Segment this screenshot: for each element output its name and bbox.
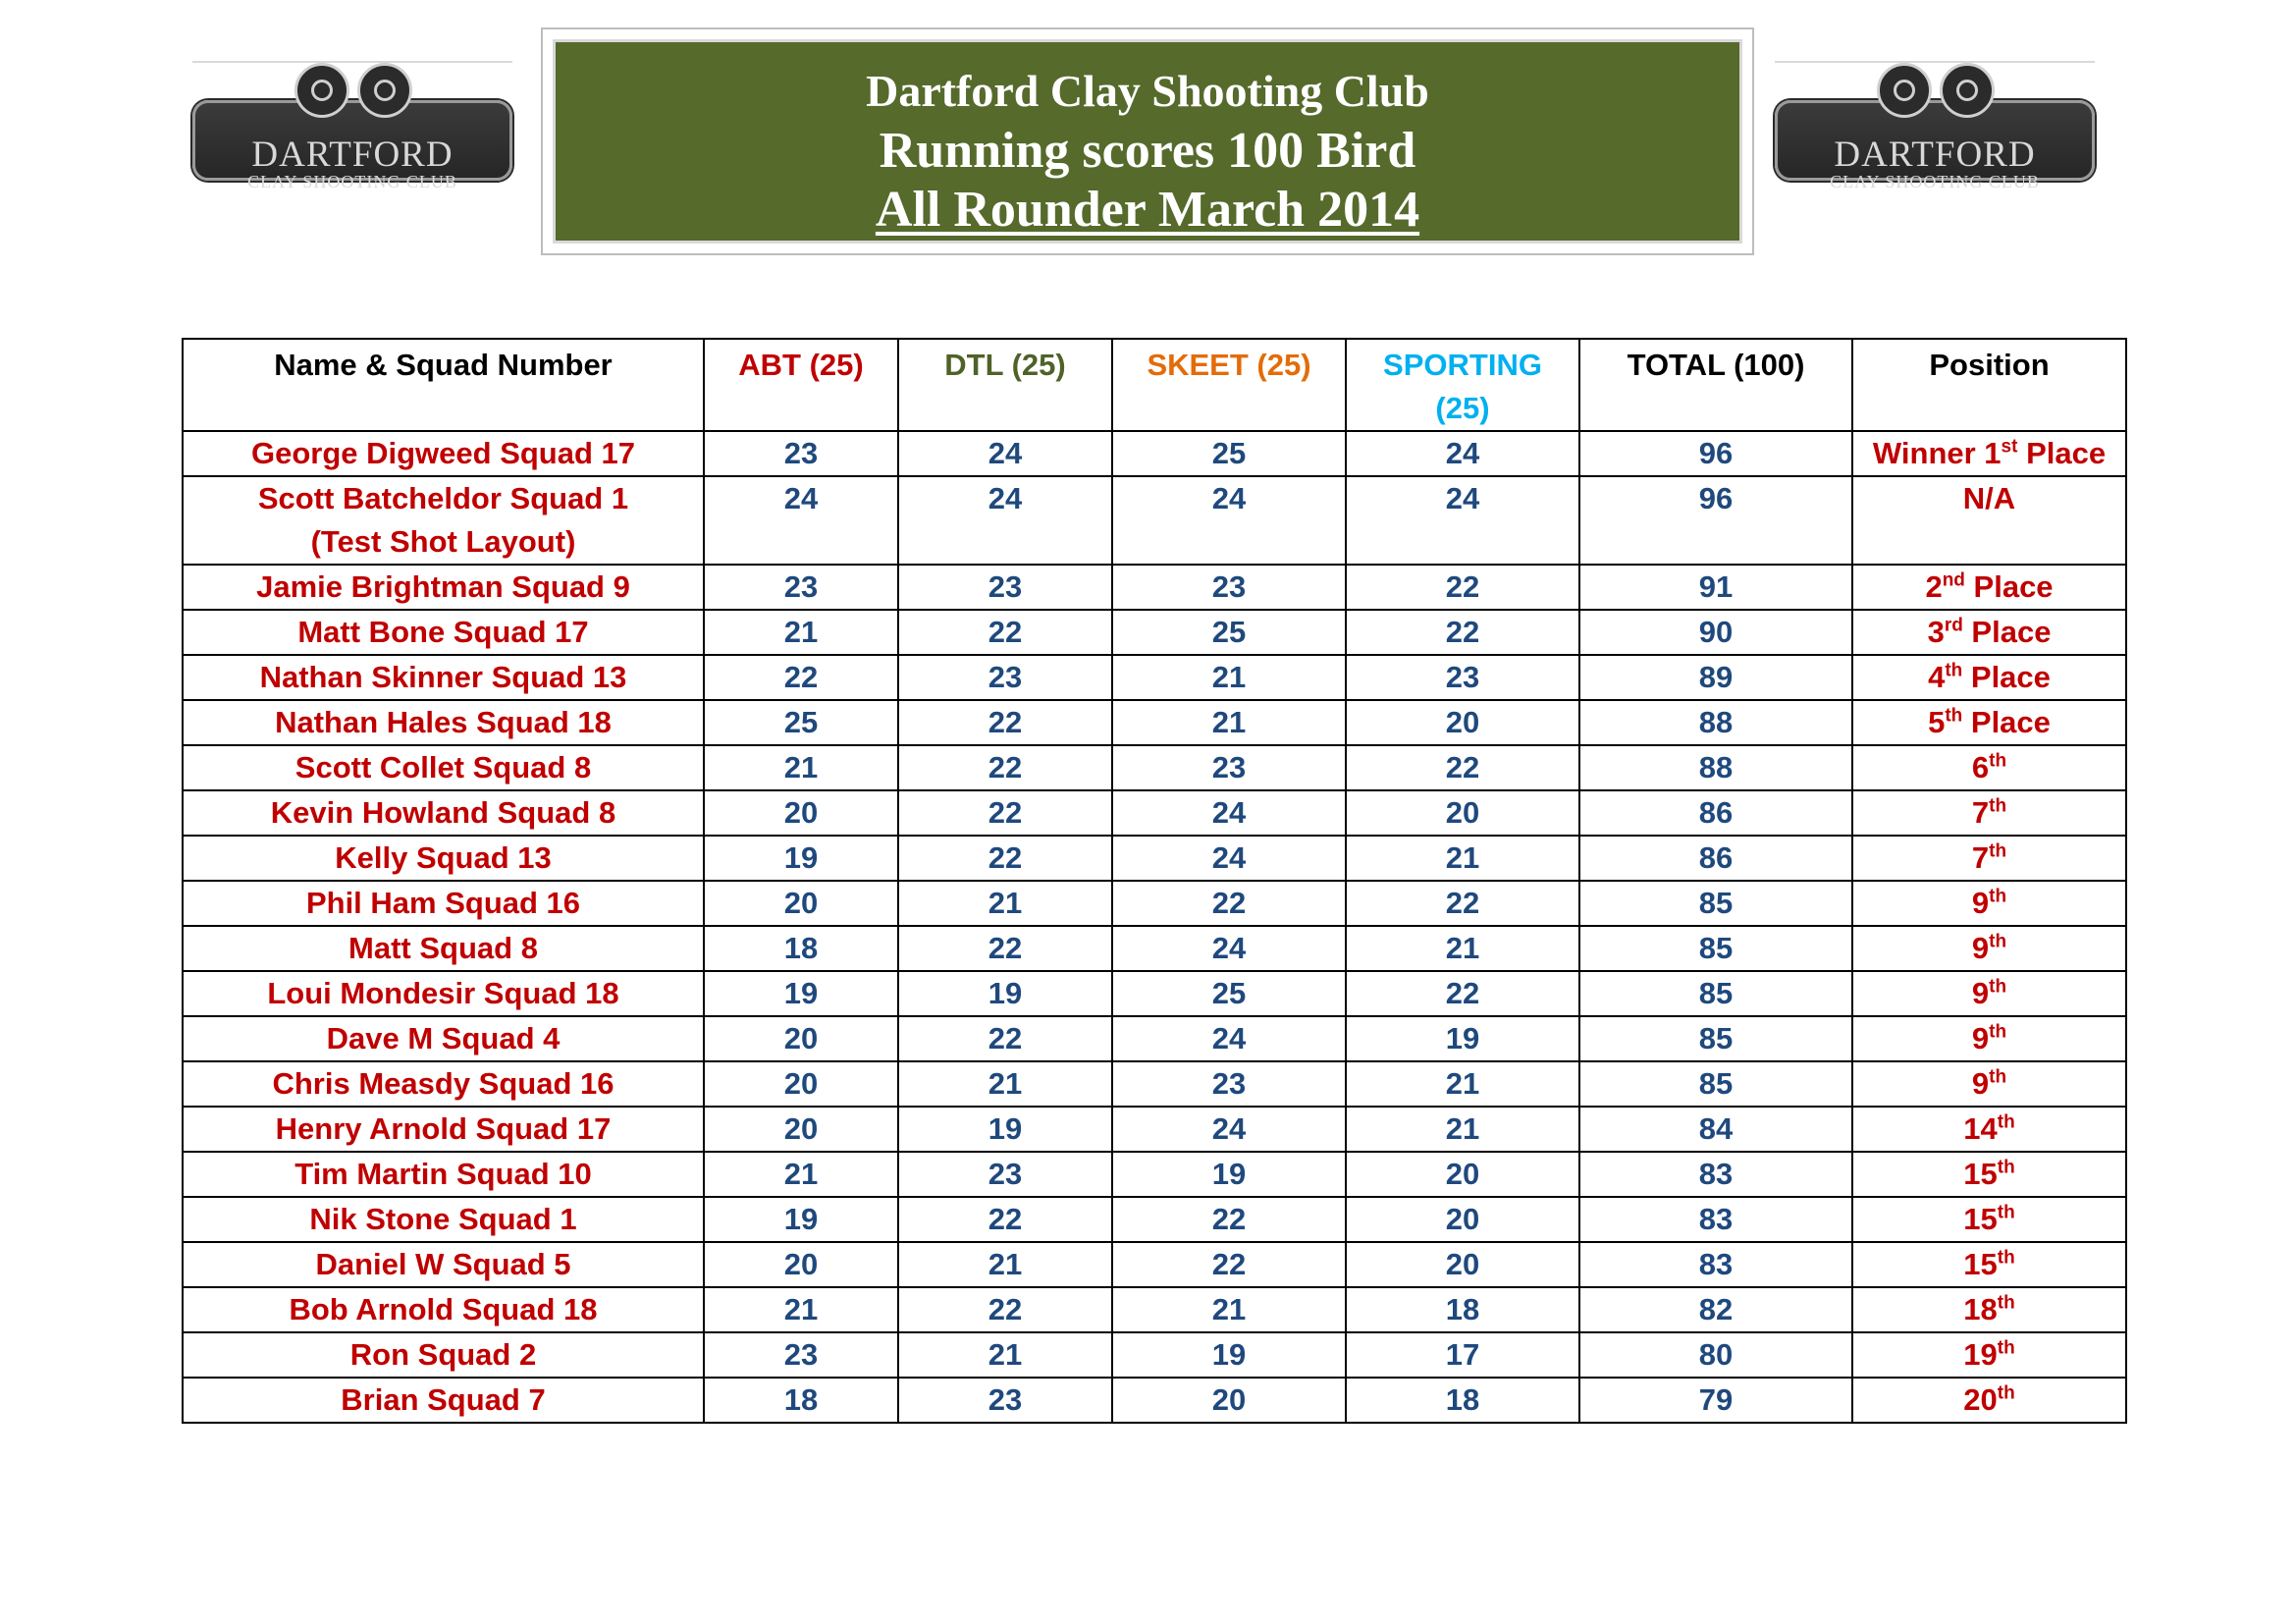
table-row — [183, 1378, 2126, 1423]
cell-total: 91 — [1579, 565, 1852, 610]
position-number: 15 — [1963, 1202, 1998, 1236]
table-row — [183, 1332, 2126, 1378]
cell-name — [183, 431, 704, 476]
shooter-name: Henry Arnold Squad 17 — [275, 1111, 612, 1146]
cell-position — [1852, 971, 2126, 1016]
cell-sporting: 24 — [1346, 431, 1579, 476]
cell-name — [183, 1378, 704, 1423]
position-suffix: th — [1989, 750, 2007, 772]
scores-table — [182, 338, 2127, 1424]
cell-total: 85 — [1579, 1061, 1852, 1107]
position-number: 5 — [1928, 705, 1946, 739]
club-logo-right — [1775, 61, 2095, 191]
table-row — [183, 1107, 2126, 1152]
shooter-name: Tim Martin Squad 10 — [294, 1157, 592, 1191]
title-club-name: Dartford Clay Shooting Club — [866, 66, 1429, 116]
shooter-name: Nathan Hales Squad 18 — [275, 705, 612, 739]
position-number: 7 — [1971, 795, 1990, 830]
cell-position — [1852, 926, 2126, 971]
title-event: Running scores 100 Bird — [879, 123, 1416, 179]
clay-target-icon — [294, 63, 412, 122]
position-label: Place — [1962, 660, 2051, 694]
shooter-name: Kevin Howland Squad 8 — [270, 795, 616, 830]
shooter-name: Loui Mondesir Squad 18 — [267, 976, 619, 1010]
cell-abt: 25 — [704, 700, 898, 745]
cell-position — [1852, 1107, 2126, 1152]
cell-dtl: 22 — [898, 1016, 1112, 1061]
position-suffix: th — [1989, 976, 2007, 998]
cell-dtl: 23 — [898, 1378, 1112, 1423]
cell-skeet: 24 — [1112, 1107, 1346, 1152]
cell-skeet: 24 — [1112, 1016, 1346, 1061]
shooter-name: Matt Bone Squad 17 — [297, 615, 589, 649]
position-suffix: th — [1997, 1337, 2015, 1359]
cell-skeet: 23 — [1112, 1061, 1346, 1107]
cell-skeet: 22 — [1112, 1197, 1346, 1242]
position-number: N/A — [1962, 481, 2016, 515]
cell-total: 83 — [1579, 1152, 1852, 1197]
cell-abt: 20 — [704, 790, 898, 836]
position-label: Place — [1962, 615, 2052, 649]
position-suffix: th — [1989, 795, 2007, 817]
cell-skeet: 24 — [1112, 926, 1346, 971]
cell-abt: 19 — [704, 836, 898, 881]
cell-position — [1852, 476, 2126, 565]
shooter-name: Daniel W Squad 5 — [315, 1247, 571, 1281]
position-suffix: nd — [1942, 569, 1965, 591]
cell-abt: 23 — [704, 431, 898, 476]
position-number: 15 — [1963, 1247, 1998, 1281]
table-row — [183, 836, 2126, 881]
header-abt: ABT (25) — [704, 339, 898, 431]
cell-total: 85 — [1579, 881, 1852, 926]
header-sporting-line1: SPORTING — [1383, 348, 1542, 382]
cell-name — [183, 971, 704, 1016]
club-logo-left — [192, 61, 512, 191]
cell-total: 96 — [1579, 476, 1852, 565]
shooter-name: Kelly Squad 13 — [335, 840, 552, 875]
cell-total: 85 — [1579, 926, 1852, 971]
position-number: 9 — [1971, 1066, 1990, 1101]
cell-dtl: 23 — [898, 1152, 1112, 1197]
logo-subtitle: CLAY SHOOTING CLUB — [247, 172, 457, 191]
cell-name — [183, 700, 704, 745]
cell-skeet: 25 — [1112, 610, 1346, 655]
cell-position — [1852, 881, 2126, 926]
position-suffix: th — [1989, 1021, 2007, 1043]
logo-name: DARTFORD — [1834, 135, 2036, 175]
cell-sporting: 22 — [1346, 610, 1579, 655]
cell-total: 88 — [1579, 745, 1852, 790]
cell-total: 84 — [1579, 1107, 1852, 1152]
cell-total: 89 — [1579, 655, 1852, 700]
header-position: Position — [1852, 339, 2126, 431]
cell-abt: 22 — [704, 655, 898, 700]
logo-subtitle: CLAY SHOOTING CLUB — [1830, 172, 2040, 191]
cell-skeet: 24 — [1112, 836, 1346, 881]
cell-dtl: 22 — [898, 836, 1112, 881]
position-suffix: th — [1997, 1382, 2015, 1404]
cell-abt: 23 — [704, 1332, 898, 1378]
table-row — [183, 1197, 2126, 1242]
position-number: 15 — [1963, 1157, 1998, 1191]
cell-abt: 21 — [704, 745, 898, 790]
clay-target-icon — [1877, 63, 1995, 122]
header-sporting-line2: (25) — [1435, 391, 1490, 425]
shooter-name: Phil Ham Squad 16 — [305, 886, 581, 920]
cell-name — [183, 1197, 704, 1242]
clay-disc-icon — [294, 63, 349, 118]
position-suffix: rd — [1944, 615, 1963, 636]
cell-sporting: 24 — [1346, 476, 1579, 565]
table-row — [183, 700, 2126, 745]
table-row — [183, 1242, 2126, 1287]
table-body — [183, 431, 2126, 1423]
cell-position — [1852, 431, 2126, 476]
cell-total: 86 — [1579, 790, 1852, 836]
table-row — [183, 1287, 2126, 1332]
shooter-name: Scott Collet Squad 8 — [294, 750, 592, 784]
position-label: Place — [1962, 705, 2051, 739]
cell-skeet: 25 — [1112, 431, 1346, 476]
cell-dtl: 22 — [898, 610, 1112, 655]
clay-disc-icon — [1877, 63, 1932, 118]
cell-abt: 20 — [704, 881, 898, 926]
position-number: 6 — [1971, 750, 1990, 784]
cell-name — [183, 476, 704, 565]
cell-position — [1852, 610, 2126, 655]
cell-dtl: 21 — [898, 1061, 1112, 1107]
cell-total: 86 — [1579, 836, 1852, 881]
header-name: Name & Squad Number — [183, 339, 704, 431]
cell-sporting: 23 — [1346, 655, 1579, 700]
cell-total: 85 — [1579, 971, 1852, 1016]
position-number: 9 — [1971, 976, 1990, 1010]
cell-sporting: 22 — [1346, 881, 1579, 926]
cell-position — [1852, 1197, 2126, 1242]
cell-name — [183, 745, 704, 790]
title-banner — [541, 27, 1754, 255]
cell-dtl: 21 — [898, 1242, 1112, 1287]
cell-name — [183, 881, 704, 926]
position-number: 3 — [1927, 615, 1945, 649]
position-number: 9 — [1971, 931, 1990, 965]
cell-position — [1852, 790, 2126, 836]
cell-name — [183, 1061, 704, 1107]
cell-position — [1852, 1061, 2126, 1107]
cell-total: 88 — [1579, 700, 1852, 745]
cell-skeet: 23 — [1112, 565, 1346, 610]
header-dtl: DTL (25) — [898, 339, 1112, 431]
cell-total: 83 — [1579, 1197, 1852, 1242]
cell-skeet: 20 — [1112, 1378, 1346, 1423]
cell-position — [1852, 1242, 2126, 1287]
position-suffix: th — [1997, 1202, 2015, 1223]
cell-sporting: 20 — [1346, 1242, 1579, 1287]
position-number: 18 — [1963, 1292, 1998, 1326]
cell-sporting: 21 — [1346, 1061, 1579, 1107]
table-row — [183, 1152, 2126, 1197]
cell-sporting: 21 — [1346, 1107, 1579, 1152]
logo-name: DARTFORD — [251, 135, 454, 175]
cell-name — [183, 565, 704, 610]
cell-position — [1852, 1378, 2126, 1423]
cell-total: 96 — [1579, 431, 1852, 476]
cell-sporting: 17 — [1346, 1332, 1579, 1378]
shooter-name: Nik Stone Squad 1 — [309, 1202, 577, 1236]
position-suffix: th — [1989, 840, 2007, 862]
shooter-name: Nathan Skinner Squad 13 — [259, 660, 627, 694]
cell-position — [1852, 1016, 2126, 1061]
position-label: Place — [1964, 569, 2054, 604]
cell-abt: 23 — [704, 565, 898, 610]
cell-dtl: 22 — [898, 700, 1112, 745]
shooter-name: Chris Measdy Squad 16 — [272, 1066, 614, 1101]
cell-position — [1852, 836, 2126, 881]
cell-abt: 19 — [704, 971, 898, 1016]
cell-name — [183, 1242, 704, 1287]
cell-total: 82 — [1579, 1287, 1852, 1332]
position-number: 4 — [1928, 660, 1946, 694]
position-suffix: th — [1989, 931, 2007, 952]
cell-total: 79 — [1579, 1378, 1852, 1423]
cell-dtl: 21 — [898, 1332, 1112, 1378]
position-number: 2 — [1925, 569, 1943, 604]
table-header-row — [183, 339, 2126, 431]
position-label: Place — [2017, 436, 2107, 470]
position-suffix: th — [1945, 660, 1963, 681]
clay-disc-icon — [1940, 63, 1995, 118]
position-number: 20 — [1963, 1382, 1998, 1417]
cell-abt: 18 — [704, 1378, 898, 1423]
header-total: TOTAL (100) — [1579, 339, 1852, 431]
cell-dtl: 22 — [898, 1197, 1112, 1242]
cell-position — [1852, 565, 2126, 610]
cell-dtl: 21 — [898, 881, 1112, 926]
cell-name — [183, 1332, 704, 1378]
cell-dtl: 22 — [898, 926, 1112, 971]
shooter-name: Jamie Brightman Squad 9 — [256, 569, 630, 604]
cell-dtl: 22 — [898, 790, 1112, 836]
cell-abt: 18 — [704, 926, 898, 971]
cell-sporting: 18 — [1346, 1378, 1579, 1423]
cell-sporting: 22 — [1346, 745, 1579, 790]
cell-skeet: 24 — [1112, 790, 1346, 836]
cell-name — [183, 1016, 704, 1061]
cell-total: 85 — [1579, 1016, 1852, 1061]
cell-abt: 20 — [704, 1016, 898, 1061]
cell-dtl: 23 — [898, 655, 1112, 700]
shooter-name: Bob Arnold Squad 18 — [289, 1292, 598, 1326]
position-suffix: th — [1945, 705, 1963, 727]
cell-sporting: 20 — [1346, 700, 1579, 745]
table-row — [183, 1016, 2126, 1061]
position-number: Winner 1 — [1872, 436, 2002, 470]
position-number: 7 — [1971, 840, 1990, 875]
cell-dtl: 24 — [898, 431, 1112, 476]
cell-sporting: 20 — [1346, 1197, 1579, 1242]
position-number: 9 — [1971, 886, 1990, 920]
cell-name — [183, 1107, 704, 1152]
position-number: 14 — [1963, 1111, 1998, 1146]
table-row — [183, 790, 2126, 836]
cell-total: 80 — [1579, 1332, 1852, 1378]
cell-abt: 21 — [704, 610, 898, 655]
shooter-name: Brian Squad 7 — [341, 1382, 546, 1417]
cell-position — [1852, 1152, 2126, 1197]
shooter-name: George Digweed Squad 17 — [250, 436, 636, 470]
cell-skeet: 19 — [1112, 1332, 1346, 1378]
cell-skeet: 22 — [1112, 881, 1346, 926]
cell-abt: 20 — [704, 1107, 898, 1152]
cell-position — [1852, 745, 2126, 790]
cell-abt: 20 — [704, 1242, 898, 1287]
cell-total: 90 — [1579, 610, 1852, 655]
clay-disc-icon — [357, 63, 412, 118]
header-skeet: SKEET (25) — [1112, 339, 1346, 431]
cell-dtl: 24 — [898, 476, 1112, 565]
table-row — [183, 926, 2126, 971]
cell-skeet: 23 — [1112, 745, 1346, 790]
shooter-name: Dave M Squad 4 — [326, 1021, 561, 1055]
cell-abt: 19 — [704, 1197, 898, 1242]
position-suffix: th — [1997, 1157, 2015, 1178]
header-sporting — [1346, 339, 1579, 431]
cell-sporting: 20 — [1346, 1152, 1579, 1197]
table-row — [183, 610, 2126, 655]
cell-dtl: 22 — [898, 1287, 1112, 1332]
cell-name — [183, 655, 704, 700]
position-number: 9 — [1971, 1021, 1990, 1055]
cell-sporting: 21 — [1346, 836, 1579, 881]
cell-position — [1852, 1332, 2126, 1378]
cell-name — [183, 1152, 704, 1197]
cell-abt: 21 — [704, 1287, 898, 1332]
cell-total: 83 — [1579, 1242, 1852, 1287]
cell-dtl: 19 — [898, 1107, 1112, 1152]
position-number: 19 — [1963, 1337, 1998, 1372]
position-suffix: th — [1997, 1111, 2015, 1133]
cell-skeet: 25 — [1112, 971, 1346, 1016]
shooter-note: (Test Shot Layout) — [310, 524, 576, 559]
position-suffix: th — [1997, 1247, 2015, 1269]
cell-sporting: 19 — [1346, 1016, 1579, 1061]
cell-abt: 20 — [704, 1061, 898, 1107]
title-date-text: All Rounder March 2014 — [875, 182, 1420, 238]
shooter-name: Scott Batcheldor Squad 1 — [257, 481, 629, 515]
cell-dtl: 22 — [898, 745, 1112, 790]
position-suffix: st — [2001, 436, 2018, 458]
table-row — [183, 476, 2126, 565]
cell-sporting: 20 — [1346, 790, 1579, 836]
position-suffix: th — [1989, 886, 2007, 907]
shooter-name: Ron Squad 2 — [349, 1337, 537, 1372]
cell-name — [183, 836, 704, 881]
shooter-name: Matt Squad 8 — [348, 931, 538, 965]
cell-abt: 24 — [704, 476, 898, 565]
position-suffix: th — [1997, 1292, 2015, 1314]
cell-dtl: 19 — [898, 971, 1112, 1016]
table-row — [183, 1061, 2126, 1107]
table-row — [183, 431, 2126, 476]
cell-name — [183, 790, 704, 836]
table-row — [183, 655, 2126, 700]
cell-position — [1852, 1287, 2126, 1332]
cell-name — [183, 926, 704, 971]
cell-dtl: 23 — [898, 565, 1112, 610]
table-row — [183, 745, 2126, 790]
cell-skeet: 21 — [1112, 1287, 1346, 1332]
title-banner-inner — [553, 39, 1742, 243]
table-row — [183, 565, 2126, 610]
cell-position — [1852, 655, 2126, 700]
cell-skeet: 24 — [1112, 476, 1346, 565]
cell-skeet: 19 — [1112, 1152, 1346, 1197]
cell-name — [183, 610, 704, 655]
table-row — [183, 971, 2126, 1016]
cell-sporting: 22 — [1346, 565, 1579, 610]
cell-sporting: 22 — [1346, 971, 1579, 1016]
title-date — [556, 182, 1739, 239]
cell-name — [183, 1287, 704, 1332]
cell-abt: 21 — [704, 1152, 898, 1197]
cell-position — [1852, 700, 2126, 745]
cell-sporting: 18 — [1346, 1287, 1579, 1332]
cell-sporting: 21 — [1346, 926, 1579, 971]
table-row — [183, 881, 2126, 926]
cell-skeet: 22 — [1112, 1242, 1346, 1287]
position-suffix: th — [1989, 1066, 2007, 1088]
cell-skeet: 21 — [1112, 700, 1346, 745]
cell-skeet: 21 — [1112, 655, 1346, 700]
